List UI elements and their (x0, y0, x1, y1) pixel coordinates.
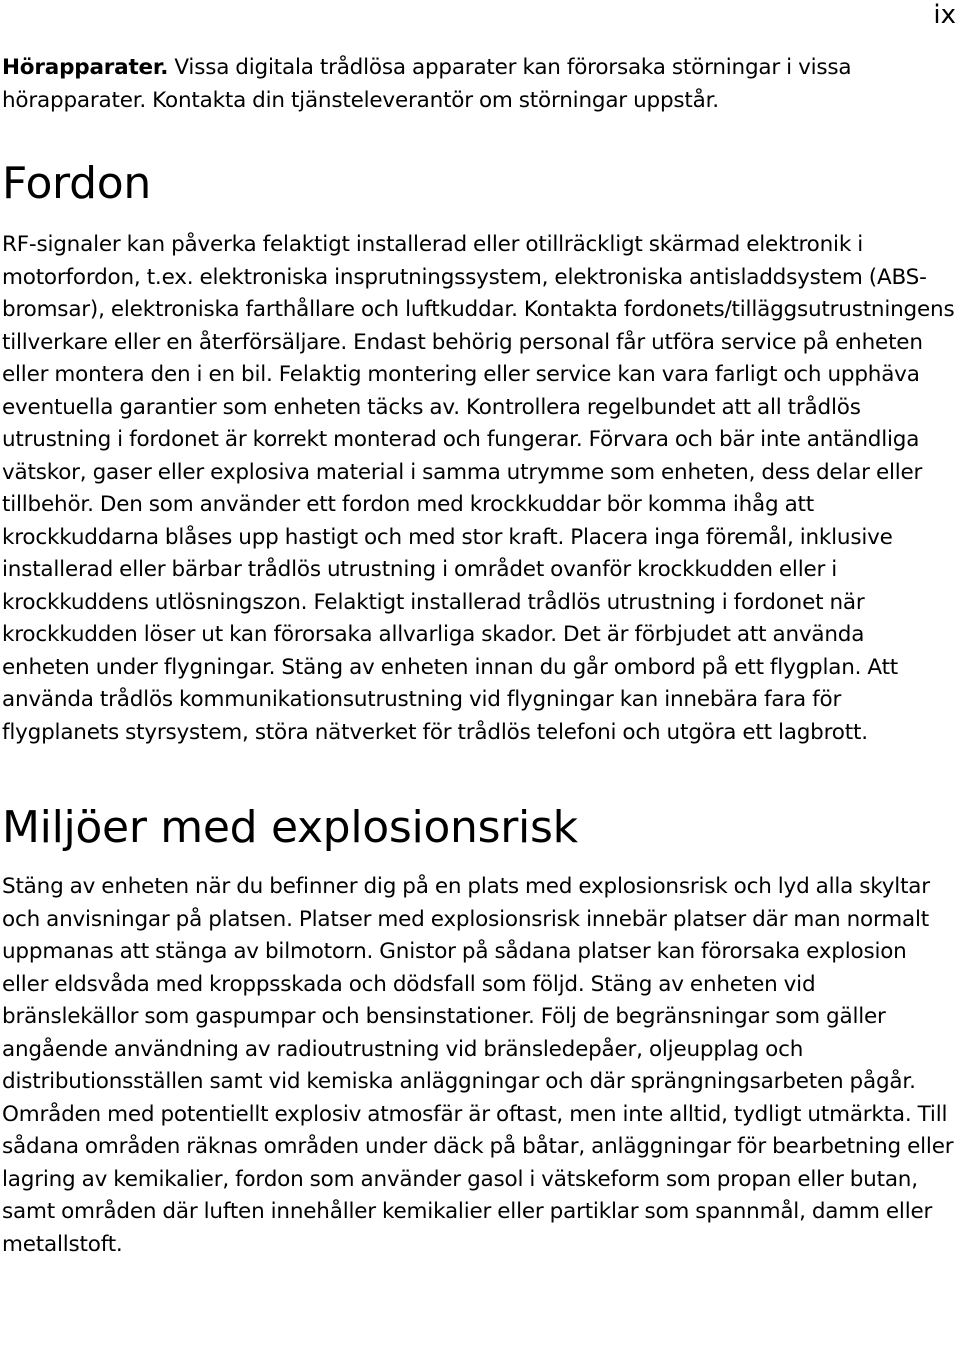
explosive-paragraph: Stäng av enheten när du befinner dig på en plats med explosionsrisk och lyd alla skyltar och anvisningar på platsen. Platser med explosionsrisk innebär platser där man normalt uppmanas att stänga av bilmotorn. Gnistor på sådana platser kan förorsaka explosion eller eldsvåda med kroppsskada och dödsfall som följd. Stäng av enheten vid bränslekällor som gaspumpar och bensinstationer. Följ de begränsningar som gäller angående användning av radioutrustning vid bränsledepåer, oljeupplag och distributionsställen samt vid kemiska anläggningar och där sprängningsarbeten pågår. Områden med potentiellt explosiv atmosfär är oftast, men inte alltid, tydligt utmärkta. Till sådana områden räknas områden under däck på båtar, anläggningar för bearbetning eller lagring av kemikalier, fordon som använder gasol i vätskeform som propan eller butan, samt områden där luften innehåller kemikalier eller partiklar som spannmål, damm eller metallstoft. (2, 874, 954, 1257)
explosive-heading: Miljöer med explosionsrisk (2, 802, 578, 853)
hearing-aids-text: Vissa digitala trådlösa apparater kan förorsaka störningar i vissa hörapparater. Kontakta din tjänsteleverantör om störningar uppstår. (2, 55, 852, 113)
vehicles-heading: Fordon (2, 158, 151, 209)
document-body (2, 52, 957, 1261)
hearing-aids-lead: Hörapparater. (2, 55, 169, 80)
hearing-aids-paragraph (2, 52, 957, 117)
vehicles-paragraph: RF-signaler kan påverka felaktigt installerad eller otillräckligt skärmad elektronik i motorfordon, t.ex. elektroniska insprutningssystem, elektroniska antisladdsystem (ABS-bromsar), elektroniska farthållare och luftkuddar. Kontakta fordonets/tilläggsutrustningens tillverkare eller en återförsäljare. Endast behörig personal får utföra service på enheten eller montera den i en bil. Felaktig montering eller service kan vara farligt och upphäva eventuella garantier som enheten täcks av. Kontrollera regelbundet att all trådlös utrustning i fordonet är korrekt monterad och fungerar. Förvara och bär inte antändliga vätskor, gaser eller explosiva material i samma utrymme som enheten, dess delar eller tillbehör. Den som använder ett fordon med krockkuddar bör komma ihåg att krockkuddarna blåses upp hastigt och med stor kraft. Placera inga föremål, inklusive installerad eller bärbar trådlös utrustning i området ovanför krockkudden eller i krockkuddens utlösningszon. Felaktigt installerad trådlös utrustning i fordonet när krockkudden löser ut kan förorsaka allvarliga skador. Det är förbjudet att använda enheten under flygningar. Stäng av enheten innan du går ombord på ett flygplan. Att använda trådlös kommunikationsutrustning vid flygningar kan innebära fara för flygplanets styrsystem, störa nätverket för trådlös telefoni och utgöra ett lagbrott. (2, 232, 955, 745)
page-number: ix (933, 0, 956, 30)
